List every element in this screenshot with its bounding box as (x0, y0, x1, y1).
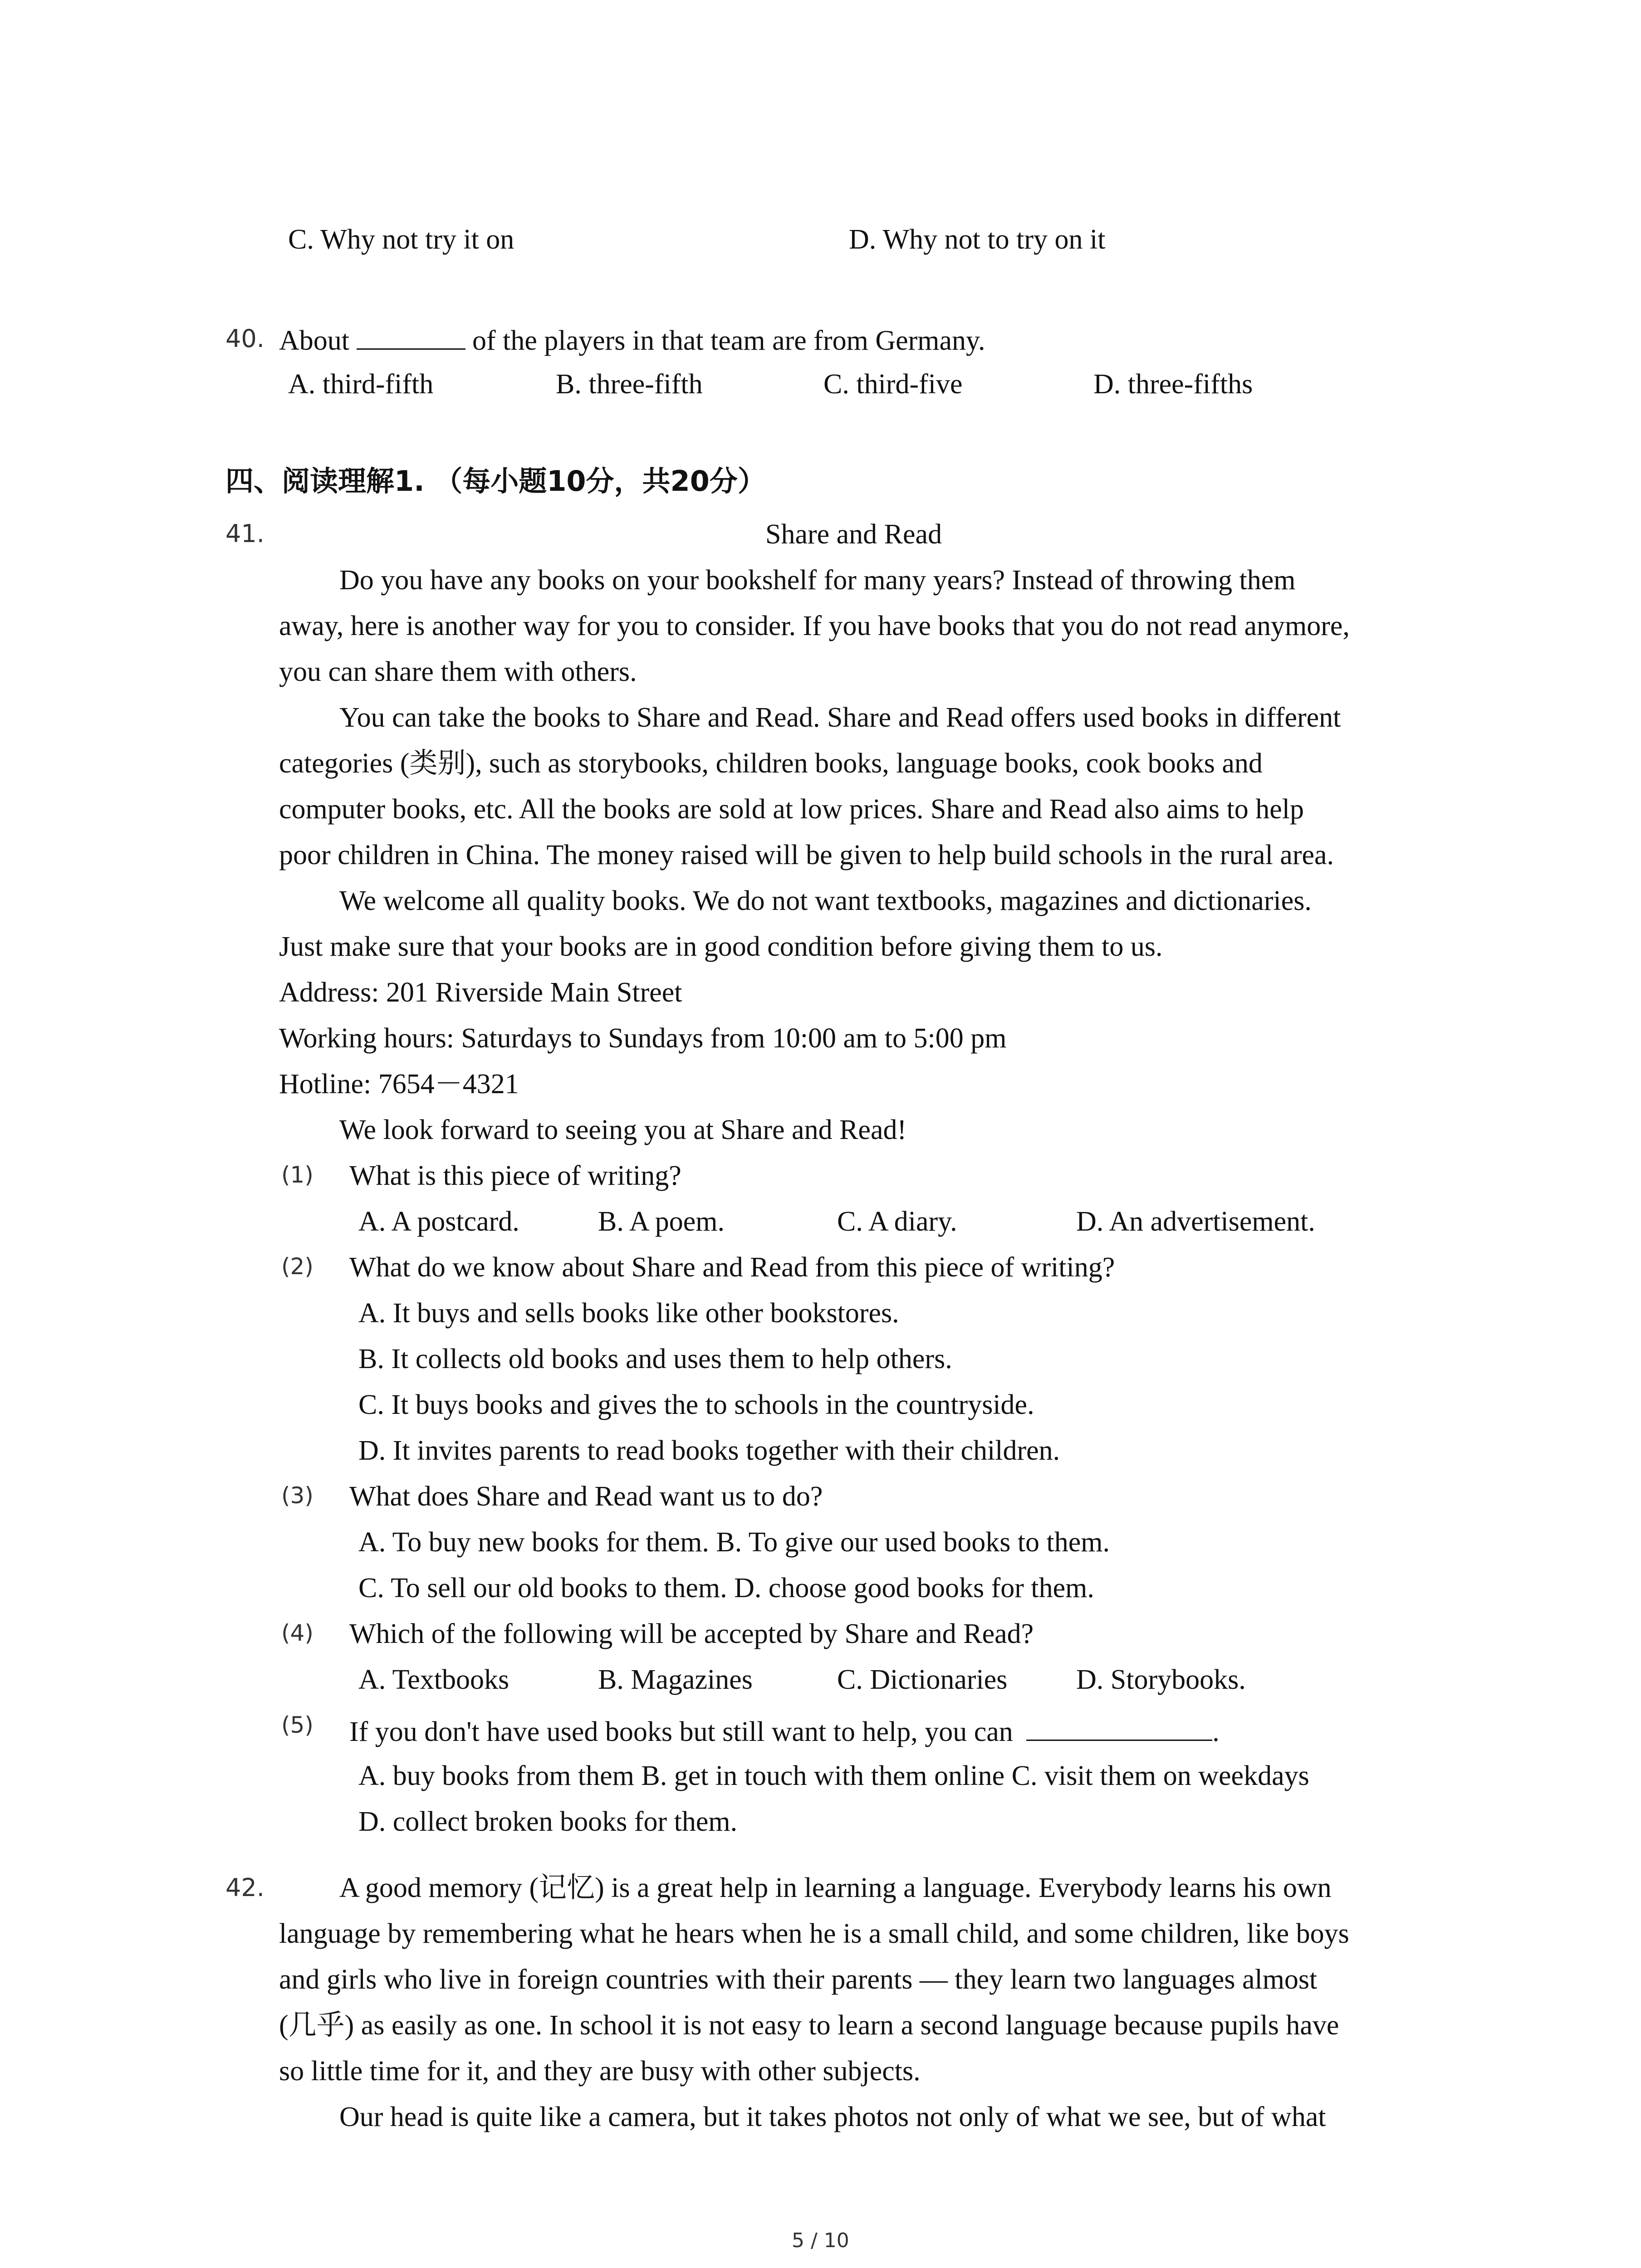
sub5-question-line (349, 1716, 1220, 1746)
sub2-option-a: A. It buys and sells books like other bookstores. (358, 1298, 899, 1329)
q41-line: poor children in China. The money raised will be given to help build schools in the rural area. (279, 840, 1334, 870)
q41-working-hours: Working hours: Saturdays to Sundays from 10:00 am to 5:00 pm (279, 1023, 1007, 1054)
sub2-option-d: D. It invites parents to read books together with their children. (358, 1435, 1060, 1466)
q41-title: Share and Read (765, 519, 942, 550)
q41-line: computer books, etc. All the books are sold at low prices. Share and Read also aims to help (279, 794, 1304, 825)
q41-hotline: Hotline: 7654－4321 (279, 1069, 519, 1100)
sub4-question: Which of the following will be accepted by Share and Read? (349, 1618, 1034, 1649)
q42-line: Our head is quite like a camera, but it takes photos not only of what we see, but of what (339, 2102, 1326, 2132)
q40-option-c: C. third-five (823, 369, 963, 400)
sub3-number: (3) (281, 1482, 314, 1509)
sub4-option-a: A. Textbooks (358, 1664, 509, 1695)
sub4-number: (4) (281, 1620, 314, 1646)
page-number: 5 / 10 (792, 2229, 849, 2252)
sub1-number: (1) (281, 1162, 314, 1188)
sub4-option-c: C. Dictionaries (837, 1664, 1008, 1695)
q41-line: Just make sure that your books are in good condition before giving them to us. (279, 931, 1163, 962)
q39-option-d: D. Why not to try on it (849, 224, 1106, 255)
sub2-option-b: B. It collects old books and uses them to help others. (358, 1344, 952, 1374)
q41-address: Address: 201 Riverside Main Street (279, 977, 682, 1008)
q39-option-c: C. Why not try it on (288, 224, 514, 255)
q41-line: you can share them with others. (279, 656, 637, 687)
q41-line: We welcome all quality books. We do not want textbooks, magazines and dictionaries. (339, 885, 1312, 916)
sub4-option-d: D. Storybooks. (1076, 1664, 1246, 1695)
sub1-option-c: C. A diary. (837, 1206, 957, 1237)
q40-option-a: A. third-fifth (288, 369, 434, 400)
sub3-options-ab: A. To buy new books for them. B. To give our used books to them. (358, 1527, 1110, 1558)
q40-blank (357, 325, 465, 350)
q41-number: 41. (225, 519, 265, 548)
q41-line: We look forward to seeing you at Share and Read! (339, 1114, 907, 1145)
q42-line: (几乎) as easily as one. In school it is not easy to learn a second language because pupils have (279, 2010, 1339, 2041)
q42-line: so little time for it, and they are busy with other subjects. (279, 2056, 921, 2087)
sub3-question: What does Share and Read want us to do? (349, 1481, 823, 1512)
q40-option-b: B. three-fifth (556, 369, 703, 400)
q40-number: 40. (225, 324, 265, 353)
sub1-option-b: B. A poem. (598, 1206, 725, 1237)
sub4-option-b: B. Magazines (598, 1664, 753, 1695)
q41-line: away, here is another way for you to consider. If you have books that you do not read anymore, (279, 611, 1350, 641)
q42-line: and girls who live in foreign countries with their parents — they learn two languages almost (279, 1964, 1318, 1995)
q40-stem (279, 325, 985, 355)
sub2-question: What do we know about Share and Read from this piece of writing? (349, 1252, 1115, 1283)
q40-stem-before: About (279, 325, 349, 356)
sub5-option-d: D. collect broken books for them. (358, 1806, 738, 1837)
q42-number: 42. (225, 1873, 265, 1902)
q41-line: You can take the books to Share and Read. Share and Read offers used books in different (339, 702, 1341, 733)
q40-option-d: D. three-fifths (1093, 369, 1253, 400)
q42-line: language by remembering what he hears when he is a small child, and some children, like boys (279, 1918, 1349, 1949)
sub1-option-a: A. A postcard. (358, 1206, 519, 1237)
q42-line: A good memory (记忆) is a great help in learning a language. Everybody learns his own (339, 1872, 1332, 1903)
sub5-number: (5) (281, 1712, 314, 1738)
sub5-options-abc: A. buy books from them B. get in touch with them online C. visit them on weekdays (358, 1760, 1309, 1791)
q40-stem-after: of the players in that team are from Germany. (472, 325, 985, 356)
sub5-question-end: . (1212, 1716, 1220, 1747)
q41-line: Do you have any books on your bookshelf for many years? Instead of throwing them (339, 565, 1296, 596)
sub3-options-cd: C. To sell our old books to them. D. choose good books for them. (358, 1573, 1094, 1603)
sub1-option-d: D. An advertisement. (1076, 1206, 1315, 1237)
section-heading: 四、阅读理解1. （每小题10分，共20分） (225, 464, 766, 498)
sub5-blank (1026, 1716, 1212, 1741)
sub2-option-c: C. It buys books and gives the to schools in the countryside. (358, 1389, 1034, 1420)
q41-line: categories (类别), such as storybooks, children books, language books, cook books and (279, 748, 1263, 779)
sub1-question: What is this piece of writing? (349, 1160, 681, 1191)
sub2-number: (2) (281, 1253, 314, 1280)
sub5-question: If you don't have used books but still want to help, you can (349, 1716, 1013, 1747)
